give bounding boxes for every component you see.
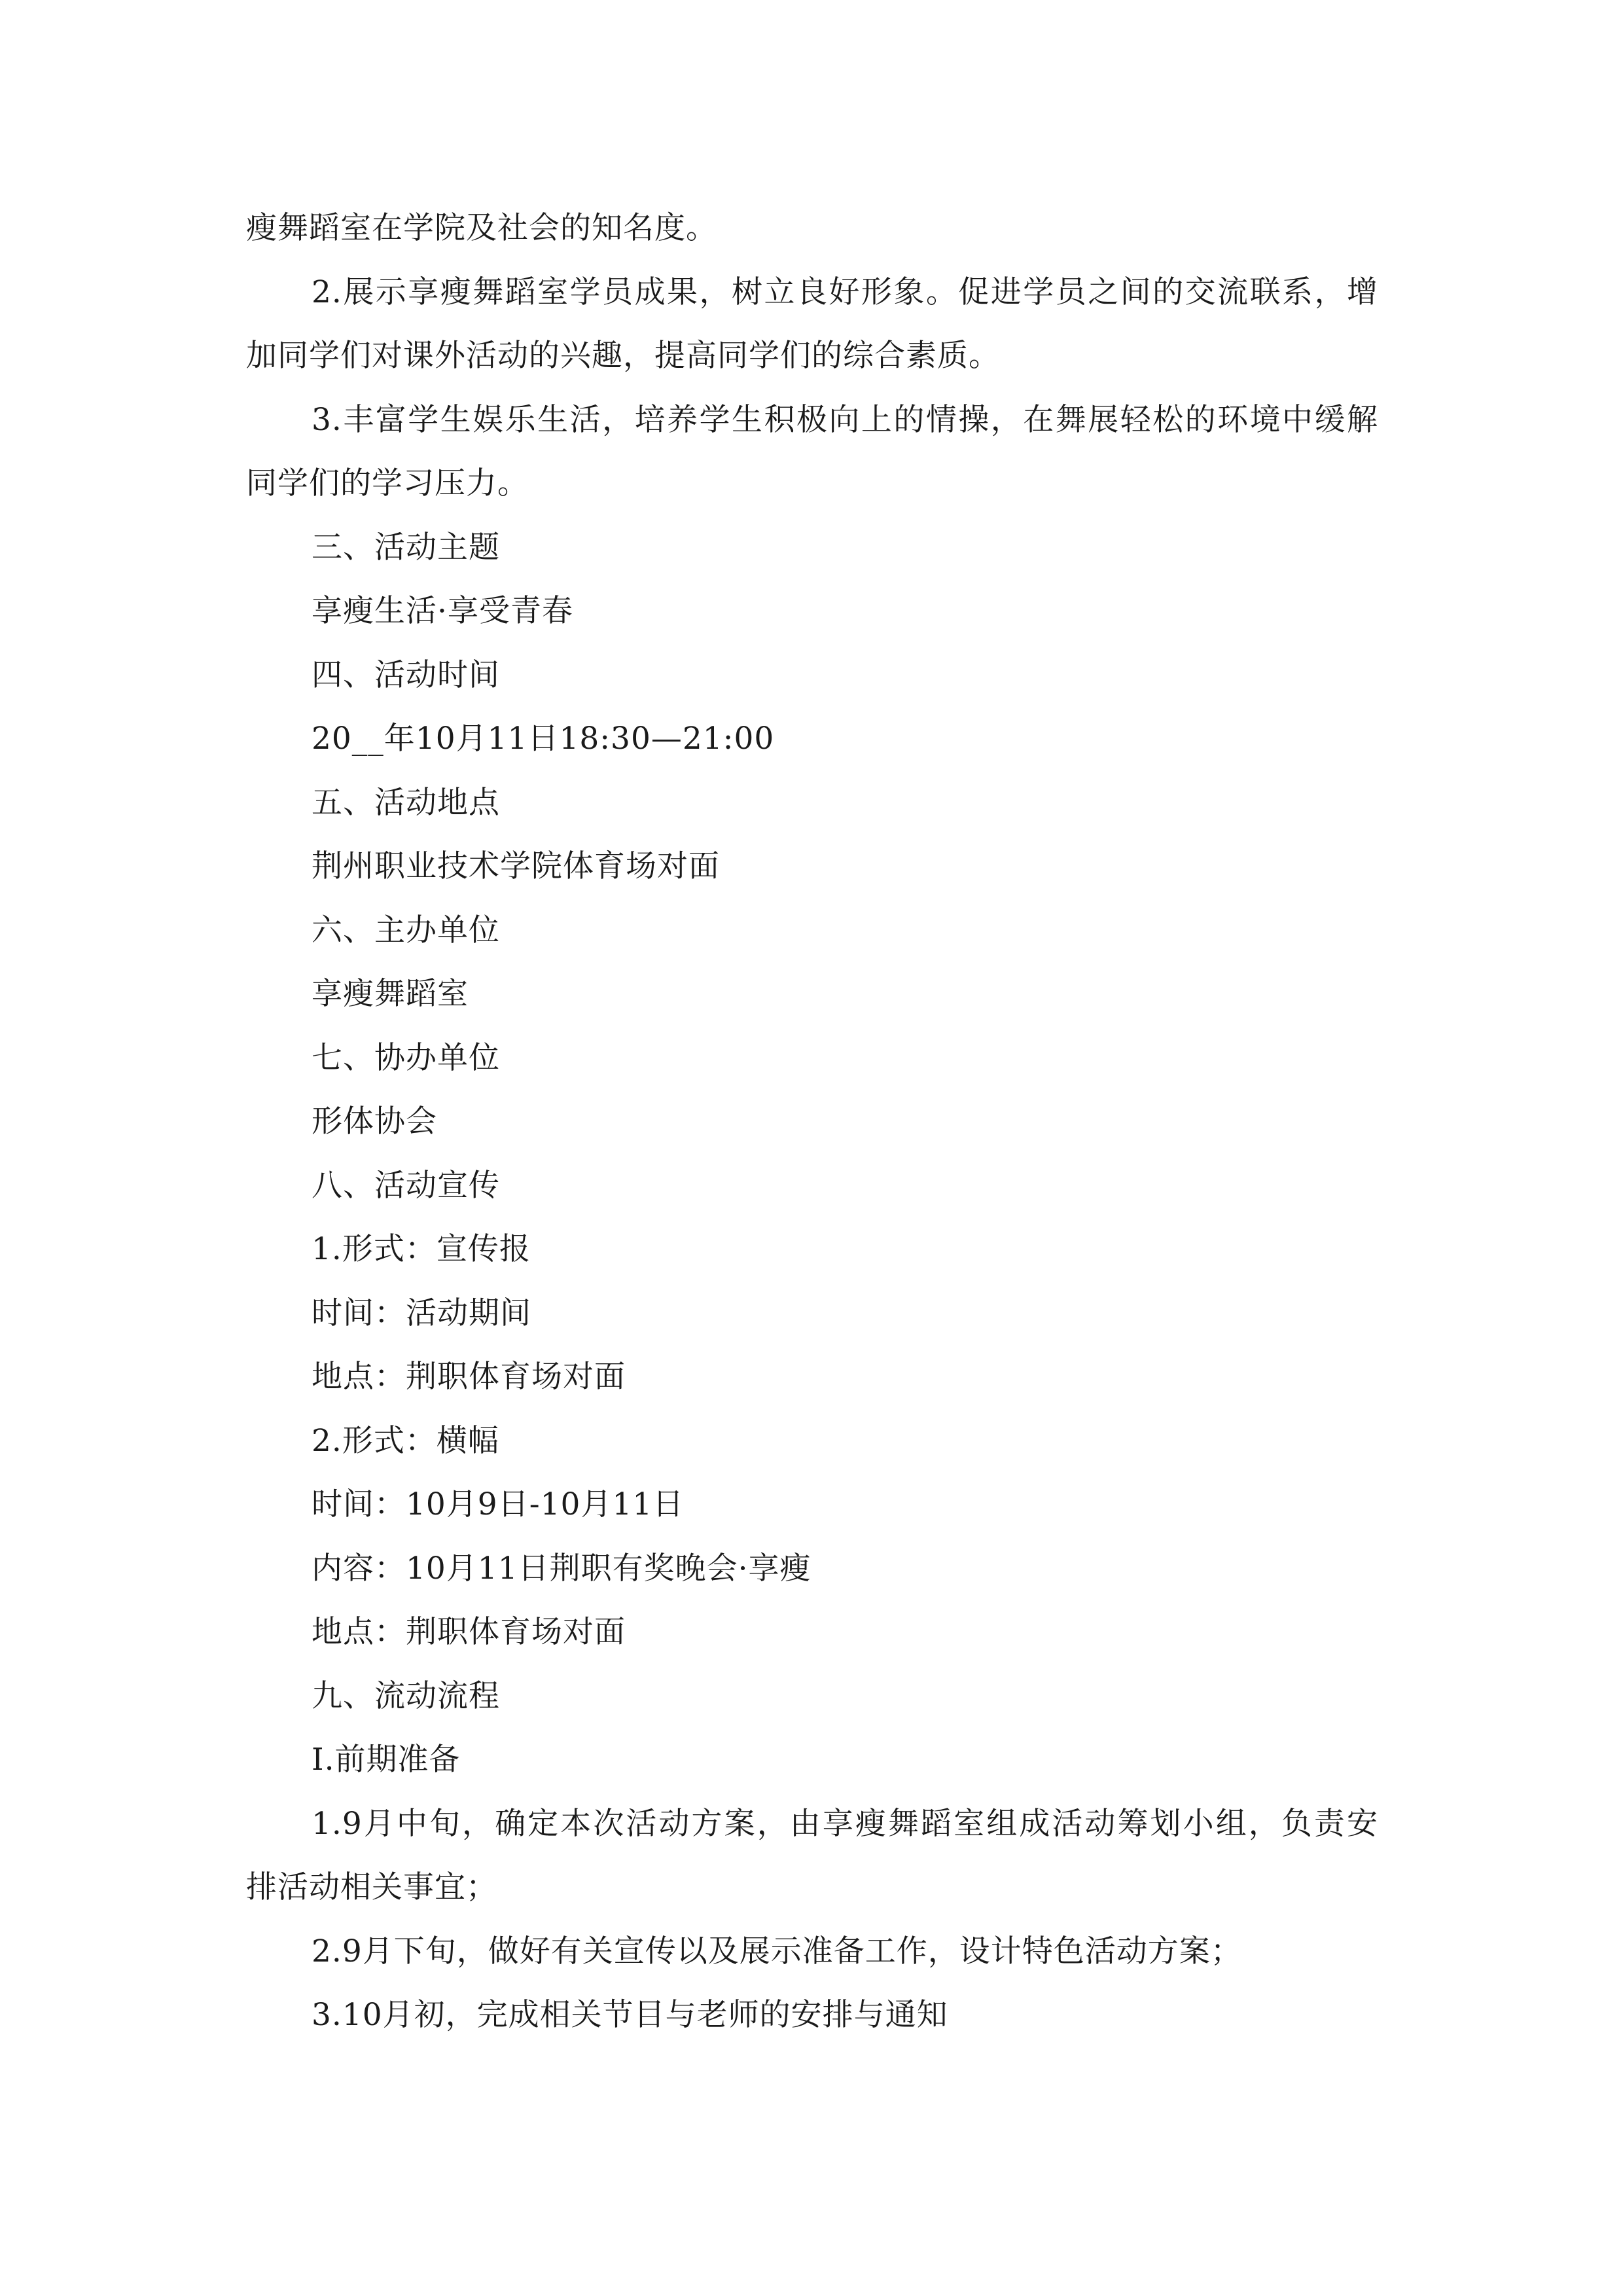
text-line: 时间：活动期间 bbox=[312, 1295, 531, 1331]
text-line: 享瘦生活·享受青春 bbox=[312, 593, 573, 629]
text-line: 3.10月初，完成相关节目与老师的安排与通知 bbox=[312, 1997, 948, 2033]
document-body bbox=[246, 196, 1378, 2047]
text-line: 五、活动地点 bbox=[312, 784, 500, 821]
text-line: 地点：荆职体育场对面 bbox=[312, 1359, 626, 1395]
text-line: 荆州职业技术学院体育场对面 bbox=[312, 848, 720, 884]
text-line: Ⅰ.前期准备 bbox=[312, 1742, 461, 1778]
text-line: 享瘦舞蹈室 bbox=[312, 976, 469, 1012]
text-line: 加同学们对课外活动的兴趣，提高同学们的综合素质。 bbox=[246, 338, 1000, 374]
text-line: 同学们的学习压力。 bbox=[246, 465, 529, 501]
text-line: 排活动相关事宜； bbox=[246, 1869, 497, 1905]
text-line: 地点：荆职体育场对面 bbox=[312, 1614, 626, 1650]
text-line: 九、流动流程 bbox=[312, 1677, 500, 1714]
text-line: 三、活动主题 bbox=[312, 529, 500, 565]
text-line: 时间：10月9日-10月11日 bbox=[312, 1486, 685, 1522]
text-line: 八、活动宣传 bbox=[312, 1167, 500, 1204]
text-line: 瘦舞蹈室在学院及社会的知名度。 bbox=[246, 210, 717, 246]
text-line: 形体协会 bbox=[312, 1103, 437, 1139]
text-line: 2.9月下旬，做好有关宣传以及展示准备工作，设计特色活动方案； bbox=[312, 1933, 1242, 1969]
text-line: 2.形式：横幅 bbox=[312, 1422, 499, 1459]
text-line: 1.形式：宣传报 bbox=[312, 1231, 531, 1267]
text-line: 四、活动时间 bbox=[312, 656, 500, 693]
text-line: 3.丰富学生娱乐生活，培养学生积极向上的情操，在舞展轻松的环境中缓解 bbox=[312, 401, 1378, 438]
text-line: 20__年10月11日18:30—21:00 bbox=[312, 721, 775, 757]
text-line: 内容：10月11日荆职有奖晚会·享瘦 bbox=[312, 1550, 812, 1587]
text-line: 2.展示享瘦舞蹈室学员成果，树立良好形象。促进学员之间的交流联系，增 bbox=[312, 274, 1378, 310]
text-line: 1.9月中旬，确定本次活动方案，由享瘦舞蹈室组成活动筹划小组，负责安 bbox=[312, 1805, 1378, 1842]
text-line: 六、主办单位 bbox=[312, 912, 500, 948]
text-line: 七、协办单位 bbox=[312, 1039, 500, 1076]
